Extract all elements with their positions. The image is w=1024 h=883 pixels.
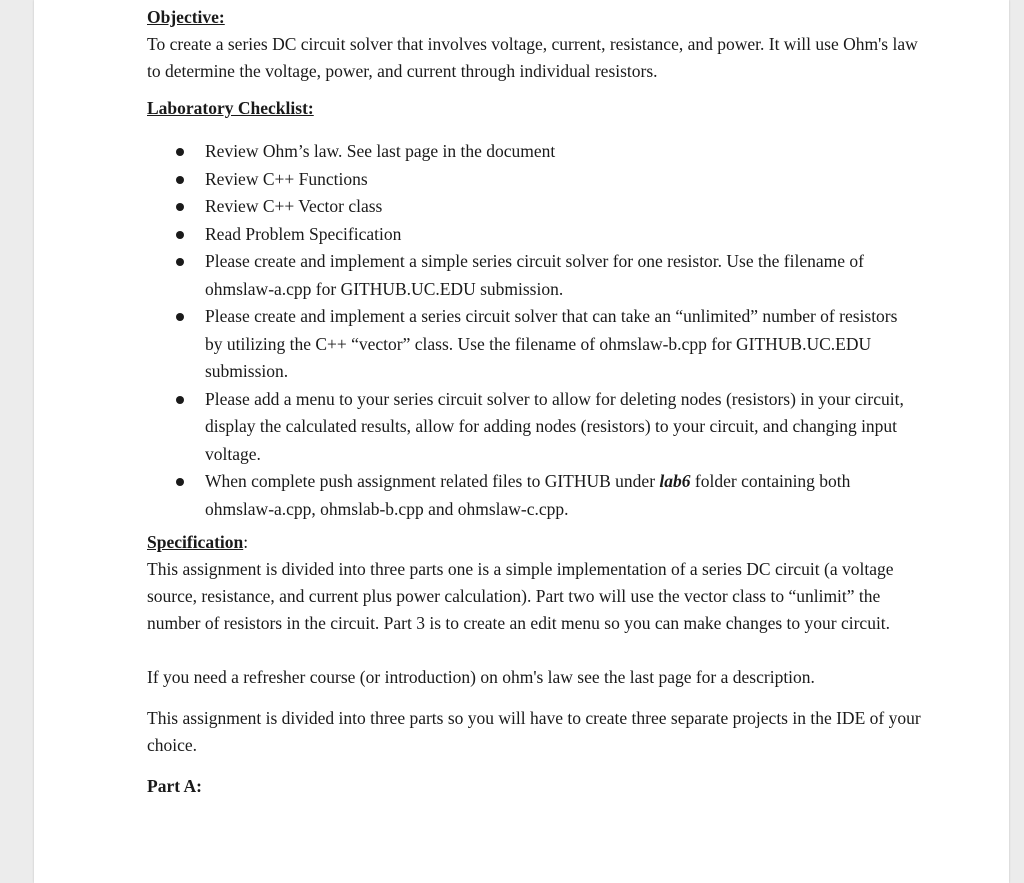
bullet-icon — [176, 203, 184, 211]
bullet-icon — [176, 258, 184, 266]
bullet-icon — [176, 148, 184, 156]
specification-section — [147, 529, 927, 759]
checklist-heading: Laboratory Checklist: — [147, 98, 314, 118]
bullet-icon — [176, 313, 184, 321]
objective-section — [147, 4, 927, 85]
checklist-section — [147, 95, 927, 523]
lab-folder-name: lab6 — [659, 471, 691, 491]
checklist-item — [147, 303, 905, 386]
bullet-icon — [176, 396, 184, 404]
checklist-item-text-after: folder containing both ohmslaw-a.cpp, ohmslab-b.cpp and ohmslaw-c.cpp. — [205, 471, 851, 519]
checklist-item-text: Review C++ Vector class — [205, 196, 383, 216]
document-page — [34, 0, 1009, 883]
checklist-item — [147, 138, 905, 166]
checklist-item-text: Please add a menu to your series circuit solver to allow for deleting nodes (resistors) in your circuit, display the calculated results, allow for adding nodes (resistors) to your circuit, and changing input voltage. — [205, 388, 904, 464]
refresher-text: If you need a refresher course (or introduction) on ohm's law see the last page for a description. — [147, 667, 815, 687]
objective-heading: Objective: — [147, 7, 225, 27]
checklist-item — [147, 166, 905, 194]
three-parts-text: This assignment is divided into three parts so you will have to create three separate projects in the IDE of your choice. — [147, 708, 921, 755]
part-a-heading: Part A: — [147, 776, 202, 796]
checklist-item — [147, 386, 905, 469]
specification-colon: : — [243, 532, 249, 552]
bullet-icon — [176, 478, 184, 486]
checklist-item — [147, 468, 905, 523]
bullet-icon — [176, 176, 184, 184]
checklist-item-text: Please create and implement a simple series circuit solver for one resistor. Use the filename of ohmslaw-a.cpp for GITHUB.UC.EDU submission. — [205, 251, 864, 299]
checklist-item-text: Review C++ Functions — [205, 168, 368, 189]
checklist-item-text: Read Problem Specification — [205, 223, 402, 244]
checklist-item — [147, 221, 905, 249]
specification-text: This assignment is divided into three parts one is a simple implementation of a series DC circuit (a voltage source, resistance, and current plus power calculation). Part two will use the vector class to “unlimit” the number of resistors in the circuit. Part 3 is to create an edit menu so you can make changes to your circuit. — [147, 559, 894, 633]
document-content — [147, 4, 927, 800]
checklist-item-text: Please create and implement a series circuit solver that can take an “unlimited” number of resistors by utilizing the C++ “vector” class. Use the filename of ohmslaw-b.cpp for GITHUB.UC.EDU submission. — [205, 306, 898, 381]
checklist-item-text: Review Ohm’s law. See last page in the document — [205, 141, 556, 161]
checklist-item — [147, 193, 905, 221]
checklist-list — [147, 138, 927, 523]
bullet-icon — [176, 231, 184, 239]
checklist-item-text-before: When complete push assignment related files to GITHUB under — [205, 471, 660, 491]
specification-heading: Specification — [147, 532, 244, 552]
checklist-item — [147, 248, 905, 303]
objective-text: To create a series DC circuit solver that involves voltage, current, resistance, and power. It will use Ohm's law to determine the voltage, power, and current through individual resistors. — [147, 34, 918, 81]
